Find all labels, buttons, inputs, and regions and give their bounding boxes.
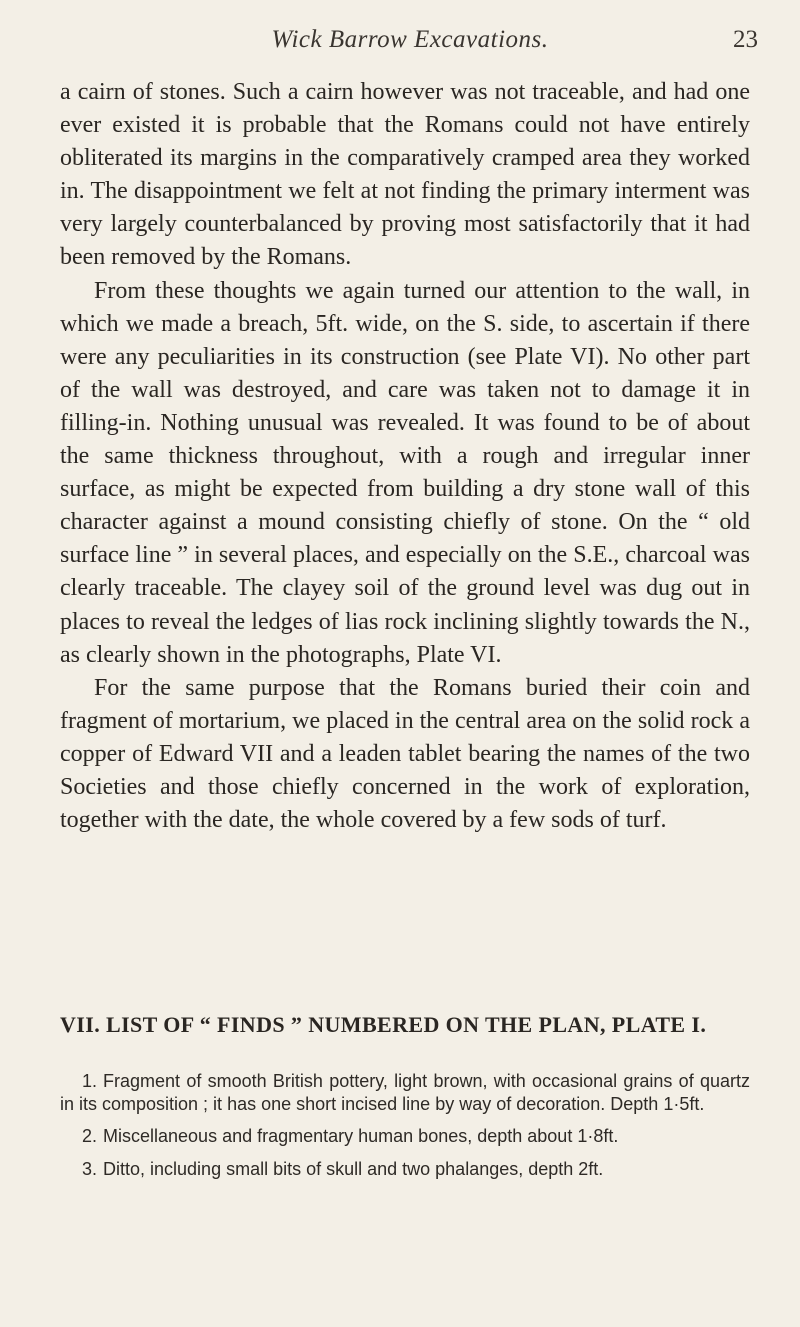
find-number: 1. (82, 1071, 98, 1091)
running-head (50, 26, 770, 60)
list-item (60, 1070, 750, 1115)
paragraph-continuation: a cairn of stones. Such a cairn however was not traceable, and had one ever existed it is probable that the Romans could not have entirely obliterated its margins in the comparatively cramped area they worked in. The disappointment we felt at not finding the primary interment was very largely counterbalanced by proving most satisfactorily that it had been removed by the Romans. (60, 79, 750, 271)
paragraph-wall-breach: From these thoughts we again turned our attention to the wall, in which we made a breach, 5ft. wide, on the S. side, to ascertain if there were any peculiarities in its construction (see Plate VI). No other part of the wall was destroyed, and care was taken not to damage it in filling-in. Nothing unusual was revealed. It was found to be of about the same thickness throughout, with a rough and irregular inner surface, as might be expected from building a dry stone wall of this character against a mound consisting chiefly of stone. On the “ old surface line ” in several places, and especially on the S.E., charcoal was clearly traceable. The clayey soil of the ground level was dug out in places to reveal the ledges of lias rock inclining slightly towards the N., as clearly shown in the photographs, Plate VI. (60, 277, 750, 668)
running-title: Wick Barrow Excavations. (271, 26, 549, 53)
find-number: 3. (82, 1158, 98, 1179)
body-text (60, 76, 750, 837)
paragraph-deposit: For the same purpose that the Romans buried their coin and fragment of mortarium, we placed in the central area on the solid rock a copper of Edward VII and a leaden tablet bearing the names of the two Societies and those chiefly concerned in the work of exploration, together with the date, the whole covered by a few sods of turf. (60, 674, 750, 834)
find-number: 2. (82, 1126, 98, 1146)
list-item (60, 1158, 750, 1181)
finds-list (60, 1070, 750, 1190)
page-number: 23 (733, 26, 758, 53)
find-description: Fragment of smooth British pottery, light brown, with occasional grains of quartz in its composition ; it has one short incised line by way of decoration. Depth 1·5ft. (60, 1071, 750, 1114)
section-heading: VII. LIST OF “ FINDS ” NUMBERED ON THE PLAN, PLATE I. (60, 1012, 707, 1037)
find-description: Ditto, including small bits of skull and two phalanges, depth 2ft. (103, 1158, 604, 1179)
find-description: Miscellaneous and fragmentary human bones, depth about 1·8ft. (103, 1126, 619, 1146)
list-item (60, 1125, 750, 1148)
